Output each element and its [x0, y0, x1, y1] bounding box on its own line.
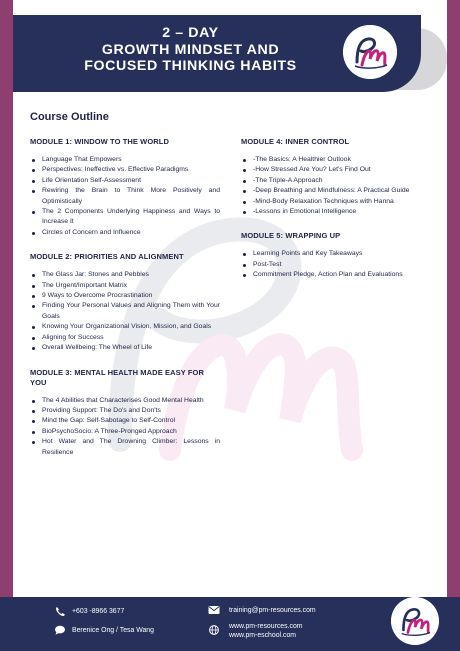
phone-icon: [54, 606, 66, 616]
module-items: [30, 396, 220, 458]
list-item: Mind the Gap: Self-Sabotage to Self-Control: [30, 416, 220, 426]
list-item: Hot Water and The Drowning Climber: Lessons in Resilience: [30, 437, 220, 458]
module-2: [30, 252, 220, 353]
list-item: The Glass Jar: Stones and Pebbles: [30, 270, 220, 280]
list-item: Language That Empowers: [30, 155, 220, 165]
website-link-1[interactable]: www.pm-resources.com: [229, 623, 303, 630]
list-item: -The Basics: A Healthier Outlook: [241, 155, 431, 165]
title-line-1: 2 – DAY: [162, 25, 219, 41]
list-item: Circles of Concern and Influence: [30, 228, 220, 238]
module-title: MODULE 3: MENTAL HEALTH MADE EASY FOR YOU: [30, 367, 204, 387]
list-item: Perspectives: Ineffective vs. Effective Paradigms: [30, 165, 220, 175]
contact-persons: Berenice Ong / Tesa Wang: [72, 627, 154, 634]
list-item: BioPsychoSocio: A Three-Pronged Approach: [30, 427, 220, 437]
pm-logo-footer: [391, 597, 439, 645]
right-accent-bar: [447, 0, 460, 651]
email-link[interactable]: training@pm-resources.com: [229, 607, 316, 614]
list-item: Knowing Your Organizational Vision, Mission, and Goals: [30, 322, 220, 332]
left-accent-bar: [0, 0, 13, 651]
list-item: Commitment Pledge, Action Plan and Evaluations: [241, 270, 431, 280]
course-outline-heading: Course Outline: [30, 111, 109, 123]
module-title: MODULE 4: INNER CONTROL: [241, 137, 350, 146]
list-item: -Lessons in Emotional Intelligence: [241, 207, 431, 217]
module-1: [30, 137, 220, 238]
module-items: [30, 155, 220, 238]
module-title: MODULE 2: PRIORITIES AND ALIGNMENT: [30, 252, 184, 262]
list-item: Learning Points and Key Takeaways: [241, 249, 431, 259]
globe-icon: [208, 625, 220, 635]
module-title: MODULE 5: WRAPPING UP: [241, 231, 341, 241]
list-item: Aligning for Success: [30, 333, 220, 343]
list-item: The 4 Abilities that Characterises Good Mental Health: [30, 396, 220, 406]
page-title: [28, 25, 353, 75]
list-item: Providing Support: The Do's and Don'ts: [30, 406, 220, 416]
module-items: [30, 270, 220, 353]
module-title: MODULE 1: WINDOW TO THE WORLD: [30, 137, 169, 146]
title-line-3: FOCUSED THINKING HABITS: [84, 58, 297, 74]
list-item: Post-Test: [241, 260, 431, 270]
module-5: [241, 231, 431, 280]
list-item: Life Orientation Self-Assessment: [30, 176, 220, 186]
pm-logo: [343, 25, 397, 79]
module-items: [241, 249, 431, 280]
module-4: [241, 137, 431, 217]
left-column: [30, 137, 220, 472]
list-item: The Urgent/Important Matrix: [30, 281, 220, 291]
list-item: Finding Your Personal Values and Aligning Them with Your Goals: [30, 301, 220, 322]
list-item: -How Stressed Are You? Let's Find Out: [241, 165, 431, 175]
list-item: -Deep Breathing and Mindfulness: A Practical Guide: [241, 186, 431, 196]
mail-icon: [208, 605, 220, 615]
chat-icon: [54, 625, 66, 635]
list-item: -Mind-Body Relaxation Techniques with Hanna: [241, 197, 431, 207]
list-item: 9 Ways to Overcome Procrastination: [30, 291, 220, 301]
pm-logo-icon: [343, 25, 397, 79]
pm-logo-footer-icon: [391, 597, 439, 645]
list-item: Rewiring the Brain to Think More Positively and Optimistically: [30, 186, 220, 207]
list-item: The 2 Components Underlying Happiness and Ways to Increase It: [30, 207, 220, 228]
list-item: -The Triple-A Approach: [241, 176, 431, 186]
module-3: [30, 368, 220, 458]
list-item: Overall Wellbeing: The Wheel of Life: [30, 343, 220, 353]
module-items: [241, 155, 431, 217]
title-line-2: GROWTH MINDSET AND: [101, 41, 280, 58]
right-column: [241, 137, 431, 295]
website-link-2[interactable]: www.pm-eschool.com: [229, 632, 297, 639]
phone-number[interactable]: +603 -8966 3677: [72, 608, 125, 615]
